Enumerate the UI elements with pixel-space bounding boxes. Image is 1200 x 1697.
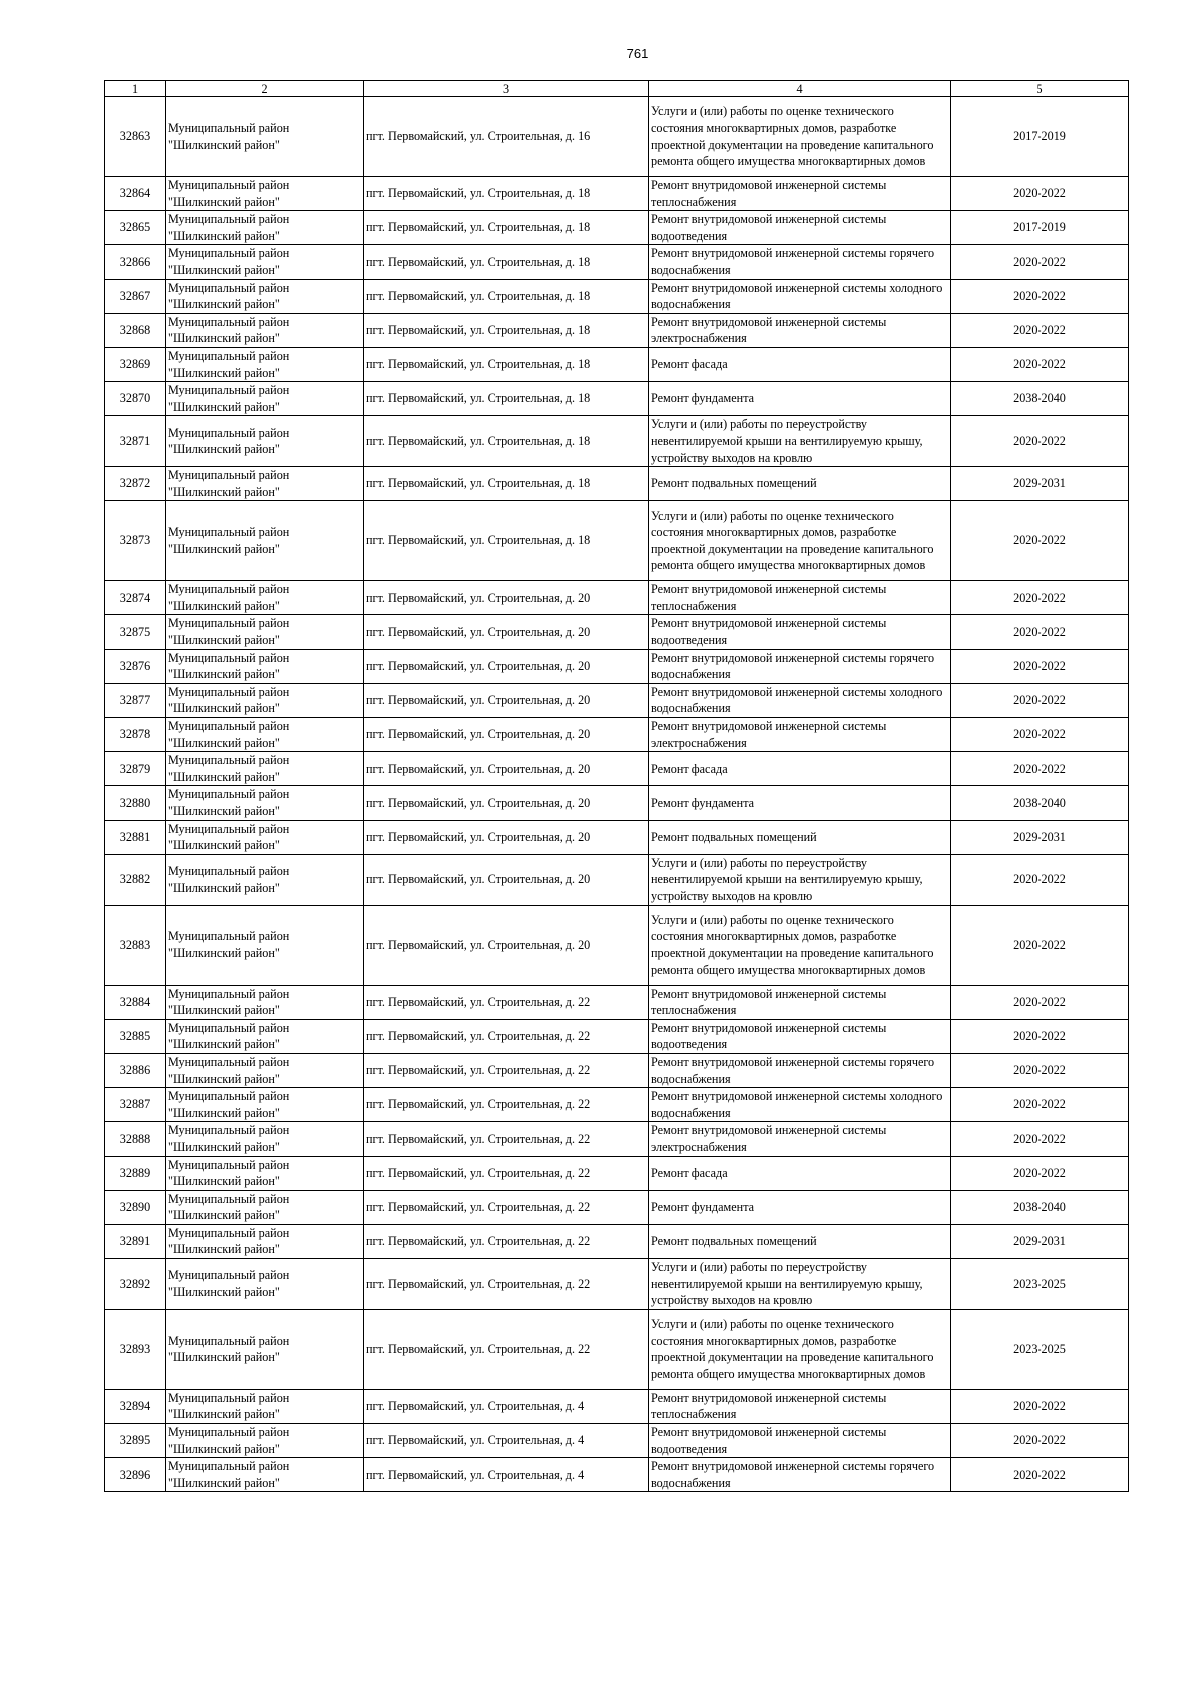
row-address: пгт. Первомайский, ул. Строительная, д. 4 bbox=[364, 1389, 649, 1423]
row-work-type: Ремонт фасада bbox=[649, 1156, 951, 1190]
row-id: 32893 bbox=[105, 1309, 166, 1389]
row-municipality: Муниципальный район "Шилкинский район" bbox=[166, 1389, 364, 1423]
table-row bbox=[105, 718, 1129, 752]
row-address: пгт. Первомайский, ул. Строительная, д. 4 bbox=[364, 1424, 649, 1458]
row-address: пгт. Первомайский, ул. Строительная, д. 18 bbox=[364, 416, 649, 467]
row-id: 32886 bbox=[105, 1053, 166, 1087]
row-municipality: Муниципальный район "Шилкинский район" bbox=[166, 752, 364, 786]
row-work-type: Ремонт внутридомовой инженерной системы холодного водоснабжения bbox=[649, 279, 951, 313]
row-address: пгт. Первомайский, ул. Строительная, д. 4 bbox=[364, 1458, 649, 1492]
row-period: 2020-2022 bbox=[951, 1053, 1129, 1087]
row-municipality: Муниципальный район "Шилкинский район" bbox=[166, 581, 364, 615]
table-row bbox=[105, 1053, 1129, 1087]
row-work-type: Ремонт подвальных помещений bbox=[649, 467, 951, 501]
row-municipality: Муниципальный район "Шилкинский район" bbox=[166, 1424, 364, 1458]
row-work-type: Ремонт внутридомовой инженерной системы водоотведения bbox=[649, 211, 951, 245]
row-id: 32882 bbox=[105, 854, 166, 905]
row-id: 32895 bbox=[105, 1424, 166, 1458]
row-municipality: Муниципальный район "Шилкинский район" bbox=[166, 985, 364, 1019]
row-id: 32891 bbox=[105, 1224, 166, 1258]
row-work-type: Услуги и (или) работы по оценке технического состояния многоквартирных домов, разработке проектной документации на проведение капитального ремонта общего имущества многоквартирных домов bbox=[649, 501, 951, 581]
row-id: 32887 bbox=[105, 1088, 166, 1122]
row-id: 32867 bbox=[105, 279, 166, 313]
row-period: 2029-2031 bbox=[951, 467, 1129, 501]
row-municipality: Муниципальный район "Шилкинский район" bbox=[166, 1458, 364, 1492]
table-row bbox=[105, 1259, 1129, 1310]
row-work-type: Ремонт внутридомовой инженерной системы электроснабжения bbox=[649, 313, 951, 347]
table-row bbox=[105, 1309, 1129, 1389]
row-period: 2020-2022 bbox=[951, 905, 1129, 985]
row-address: пгт. Первомайский, ул. Строительная, д. 22 bbox=[364, 1088, 649, 1122]
table-row bbox=[105, 786, 1129, 820]
column-number-4: 4 bbox=[649, 81, 951, 97]
row-municipality: Муниципальный район "Шилкинский район" bbox=[166, 1156, 364, 1190]
row-period: 2020-2022 bbox=[951, 581, 1129, 615]
row-id: 32880 bbox=[105, 786, 166, 820]
table-row bbox=[105, 1424, 1129, 1458]
row-period: 2020-2022 bbox=[951, 279, 1129, 313]
row-municipality: Муниципальный район "Шилкинский район" bbox=[166, 1053, 364, 1087]
table-row bbox=[105, 752, 1129, 786]
row-id: 32881 bbox=[105, 820, 166, 854]
table-row bbox=[105, 1458, 1129, 1492]
row-work-type: Ремонт внутридомовой инженерной системы теплоснабжения bbox=[649, 177, 951, 211]
row-address: пгт. Первомайский, ул. Строительная, д. 20 bbox=[364, 581, 649, 615]
row-address: пгт. Первомайский, ул. Строительная, д. 20 bbox=[364, 683, 649, 717]
table-row bbox=[105, 1224, 1129, 1258]
row-municipality: Муниципальный район "Шилкинский район" bbox=[166, 649, 364, 683]
column-number-2: 2 bbox=[166, 81, 364, 97]
table-row bbox=[105, 211, 1129, 245]
row-id: 32884 bbox=[105, 985, 166, 1019]
table-row bbox=[105, 1156, 1129, 1190]
row-work-type: Услуги и (или) работы по оценке технического состояния многоквартирных домов, разработке проектной документации на проведение капитального ремонта общего имущества многоквартирных домов bbox=[649, 905, 951, 985]
table-row bbox=[105, 581, 1129, 615]
row-address: пгт. Первомайский, ул. Строительная, д. 22 bbox=[364, 1122, 649, 1156]
row-work-type: Ремонт внутридомовой инженерной системы водоотведения bbox=[649, 1424, 951, 1458]
row-period: 2038-2040 bbox=[951, 382, 1129, 416]
row-period: 2020-2022 bbox=[951, 1389, 1129, 1423]
row-period: 2020-2022 bbox=[951, 1019, 1129, 1053]
row-period: 2029-2031 bbox=[951, 1224, 1129, 1258]
row-municipality: Муниципальный район "Шилкинский район" bbox=[166, 905, 364, 985]
table-row bbox=[105, 1389, 1129, 1423]
row-period: 2020-2022 bbox=[951, 177, 1129, 211]
row-municipality: Муниципальный район "Шилкинский район" bbox=[166, 347, 364, 381]
row-address: пгт. Первомайский, ул. Строительная, д. 18 bbox=[364, 313, 649, 347]
row-work-type: Ремонт внутридомовой инженерной системы электроснабжения bbox=[649, 718, 951, 752]
table-row bbox=[105, 313, 1129, 347]
table-row bbox=[105, 649, 1129, 683]
row-address: пгт. Первомайский, ул. Строительная, д. 22 bbox=[364, 1190, 649, 1224]
row-municipality: Муниципальный район "Шилкинский район" bbox=[166, 854, 364, 905]
row-id: 32885 bbox=[105, 1019, 166, 1053]
row-id: 32870 bbox=[105, 382, 166, 416]
row-id: 32896 bbox=[105, 1458, 166, 1492]
register-table bbox=[104, 80, 1129, 1492]
row-municipality: Муниципальный район "Шилкинский район" bbox=[166, 1259, 364, 1310]
row-period: 2020-2022 bbox=[951, 854, 1129, 905]
table-row bbox=[105, 820, 1129, 854]
row-period: 2029-2031 bbox=[951, 820, 1129, 854]
row-address: пгт. Первомайский, ул. Строительная, д. 20 bbox=[364, 718, 649, 752]
row-period: 2020-2022 bbox=[951, 245, 1129, 279]
row-id: 32869 bbox=[105, 347, 166, 381]
row-municipality: Муниципальный район "Шилкинский район" bbox=[166, 1224, 364, 1258]
row-address: пгт. Первомайский, ул. Строительная, д. 22 bbox=[364, 985, 649, 1019]
row-work-type: Услуги и (или) работы по переустройству невентилируемой крыши на вентилируемую крышу, устройству выходов на кровлю bbox=[649, 416, 951, 467]
row-id: 32879 bbox=[105, 752, 166, 786]
row-municipality: Муниципальный район "Шилкинский район" bbox=[166, 683, 364, 717]
row-address: пгт. Первомайский, ул. Строительная, д. 22 bbox=[364, 1224, 649, 1258]
row-work-type: Ремонт внутридомовой инженерной системы электроснабжения bbox=[649, 1122, 951, 1156]
register-table-body bbox=[105, 81, 1129, 1492]
row-work-type: Ремонт фундамента bbox=[649, 1190, 951, 1224]
row-id: 32877 bbox=[105, 683, 166, 717]
row-address: пгт. Первомайский, ул. Строительная, д. 20 bbox=[364, 854, 649, 905]
row-work-type: Ремонт подвальных помещений bbox=[649, 1224, 951, 1258]
table-row bbox=[105, 467, 1129, 501]
row-address: пгт. Первомайский, ул. Строительная, д. 16 bbox=[364, 97, 649, 177]
row-work-type: Ремонт фундамента bbox=[649, 382, 951, 416]
row-municipality: Муниципальный район "Шилкинский район" bbox=[166, 97, 364, 177]
row-work-type: Услуги и (или) работы по оценке технического состояния многоквартирных домов, разработке проектной документации на проведение капитального ремонта общего имущества многоквартирных домов bbox=[649, 1309, 951, 1389]
row-period: 2020-2022 bbox=[951, 313, 1129, 347]
row-work-type: Ремонт внутридомовой инженерной системы теплоснабжения bbox=[649, 1389, 951, 1423]
column-number-5: 5 bbox=[951, 81, 1129, 97]
row-municipality: Муниципальный район "Шилкинский район" bbox=[166, 279, 364, 313]
row-address: пгт. Первомайский, ул. Строительная, д. 22 bbox=[364, 1019, 649, 1053]
row-period: 2023-2025 bbox=[951, 1309, 1129, 1389]
row-address: пгт. Первомайский, ул. Строительная, д. 18 bbox=[364, 382, 649, 416]
row-period: 2020-2022 bbox=[951, 1156, 1129, 1190]
row-municipality: Муниципальный район "Шилкинский район" bbox=[166, 1309, 364, 1389]
row-id: 32883 bbox=[105, 905, 166, 985]
row-period: 2020-2022 bbox=[951, 649, 1129, 683]
row-work-type: Ремонт подвальных помещений bbox=[649, 820, 951, 854]
row-id: 32864 bbox=[105, 177, 166, 211]
row-id: 32871 bbox=[105, 416, 166, 467]
column-number-3: 3 bbox=[364, 81, 649, 97]
row-work-type: Ремонт внутридомовой инженерной системы водоотведения bbox=[649, 1019, 951, 1053]
row-address: пгт. Первомайский, ул. Строительная, д. 18 bbox=[364, 279, 649, 313]
row-work-type: Ремонт внутридомовой инженерной системы горячего водоснабжения bbox=[649, 1458, 951, 1492]
row-period: 2020-2022 bbox=[951, 1088, 1129, 1122]
row-municipality: Муниципальный район "Шилкинский район" bbox=[166, 313, 364, 347]
row-municipality: Муниципальный район "Шилкинский район" bbox=[166, 1190, 364, 1224]
row-id: 32873 bbox=[105, 501, 166, 581]
row-municipality: Муниципальный район "Шилкинский район" bbox=[166, 718, 364, 752]
row-period: 2023-2025 bbox=[951, 1259, 1129, 1310]
row-work-type: Ремонт фасада bbox=[649, 347, 951, 381]
row-period: 2017-2019 bbox=[951, 211, 1129, 245]
row-period: 2020-2022 bbox=[951, 1122, 1129, 1156]
row-id: 32863 bbox=[105, 97, 166, 177]
row-address: пгт. Первомайский, ул. Строительная, д. 22 bbox=[364, 1053, 649, 1087]
row-id: 32878 bbox=[105, 718, 166, 752]
table-row bbox=[105, 1019, 1129, 1053]
table-row bbox=[105, 985, 1129, 1019]
row-id: 32866 bbox=[105, 245, 166, 279]
row-address: пгт. Первомайский, ул. Строительная, д. 20 bbox=[364, 752, 649, 786]
row-address: пгт. Первомайский, ул. Строительная, д. 20 bbox=[364, 649, 649, 683]
row-period: 2017-2019 bbox=[951, 97, 1129, 177]
row-work-type: Услуги и (или) работы по оценке технического состояния многоквартирных домов, разработке проектной документации на проведение капитального ремонта общего имущества многоквартирных домов bbox=[649, 97, 951, 177]
row-work-type: Услуги и (или) работы по переустройству невентилируемой крыши на вентилируемую крышу, устройству выходов на кровлю bbox=[649, 1259, 951, 1310]
row-municipality: Муниципальный район "Шилкинский район" bbox=[166, 211, 364, 245]
column-numbers-row bbox=[105, 81, 1129, 97]
table-row bbox=[105, 97, 1129, 177]
table-row bbox=[105, 1122, 1129, 1156]
row-period: 2020-2022 bbox=[951, 416, 1129, 467]
row-municipality: Муниципальный район "Шилкинский район" bbox=[166, 501, 364, 581]
row-municipality: Муниципальный район "Шилкинский район" bbox=[166, 1122, 364, 1156]
row-address: пгт. Первомайский, ул. Строительная, д. 18 bbox=[364, 467, 649, 501]
row-work-type: Ремонт внутридомовой инженерной системы горячего водоснабжения bbox=[649, 1053, 951, 1087]
row-period: 2020-2022 bbox=[951, 615, 1129, 649]
row-period: 2020-2022 bbox=[951, 752, 1129, 786]
row-address: пгт. Первомайский, ул. Строительная, д. 18 bbox=[364, 347, 649, 381]
row-address: пгт. Первомайский, ул. Строительная, д. 22 bbox=[364, 1156, 649, 1190]
row-address: пгт. Первомайский, ул. Строительная, д. 22 bbox=[364, 1309, 649, 1389]
row-municipality: Муниципальный район "Шилкинский район" bbox=[166, 467, 364, 501]
table-row bbox=[105, 245, 1129, 279]
row-municipality: Муниципальный район "Шилкинский район" bbox=[166, 245, 364, 279]
table-row bbox=[105, 382, 1129, 416]
row-municipality: Муниципальный район "Шилкинский район" bbox=[166, 177, 364, 211]
row-address: пгт. Первомайский, ул. Строительная, д. 20 bbox=[364, 615, 649, 649]
row-address: пгт. Первомайский, ул. Строительная, д. 20 bbox=[364, 905, 649, 985]
row-id: 32889 bbox=[105, 1156, 166, 1190]
table-row bbox=[105, 416, 1129, 467]
column-number-1: 1 bbox=[105, 81, 166, 97]
row-work-type: Ремонт фасада bbox=[649, 752, 951, 786]
row-id: 32875 bbox=[105, 615, 166, 649]
row-municipality: Муниципальный район "Шилкинский район" bbox=[166, 615, 364, 649]
table-row bbox=[105, 683, 1129, 717]
row-id: 32874 bbox=[105, 581, 166, 615]
row-period: 2020-2022 bbox=[951, 1424, 1129, 1458]
table-row bbox=[105, 905, 1129, 985]
row-municipality: Муниципальный район "Шилкинский район" bbox=[166, 820, 364, 854]
row-address: пгт. Первомайский, ул. Строительная, д. 18 bbox=[364, 501, 649, 581]
row-id: 32888 bbox=[105, 1122, 166, 1156]
table-row bbox=[105, 347, 1129, 381]
row-work-type: Ремонт внутридомовой инженерной системы теплоснабжения bbox=[649, 985, 951, 1019]
row-municipality: Муниципальный район "Шилкинский район" bbox=[166, 382, 364, 416]
row-address: пгт. Первомайский, ул. Строительная, д. 18 bbox=[364, 245, 649, 279]
row-period: 2038-2040 bbox=[951, 786, 1129, 820]
table-row bbox=[105, 177, 1129, 211]
row-municipality: Муниципальный район "Шилкинский район" bbox=[166, 786, 364, 820]
table-row bbox=[105, 854, 1129, 905]
row-period: 2020-2022 bbox=[951, 683, 1129, 717]
row-id: 32868 bbox=[105, 313, 166, 347]
row-work-type: Ремонт фундамента bbox=[649, 786, 951, 820]
row-work-type: Ремонт внутридомовой инженерной системы водоотведения bbox=[649, 615, 951, 649]
row-address: пгт. Первомайский, ул. Строительная, д. 18 bbox=[364, 211, 649, 245]
row-period: 2020-2022 bbox=[951, 501, 1129, 581]
table-row bbox=[105, 615, 1129, 649]
row-id: 32872 bbox=[105, 467, 166, 501]
page-number: 761 bbox=[626, 46, 649, 61]
row-work-type: Ремонт внутридомовой инженерной системы горячего водоснабжения bbox=[649, 649, 951, 683]
row-address: пгт. Первомайский, ул. Строительная, д. 18 bbox=[364, 177, 649, 211]
row-work-type: Ремонт внутридомовой инженерной системы горячего водоснабжения bbox=[649, 245, 951, 279]
row-id: 32894 bbox=[105, 1389, 166, 1423]
row-period: 2020-2022 bbox=[951, 1458, 1129, 1492]
row-work-type: Ремонт внутридомовой инженерной системы теплоснабжения bbox=[649, 581, 951, 615]
table-row bbox=[105, 1088, 1129, 1122]
table-row bbox=[105, 1190, 1129, 1224]
row-municipality: Муниципальный район "Шилкинский район" bbox=[166, 1088, 364, 1122]
row-municipality: Муниципальный район "Шилкинский район" bbox=[166, 1019, 364, 1053]
row-period: 2020-2022 bbox=[951, 347, 1129, 381]
row-work-type: Ремонт внутридомовой инженерной системы холодного водоснабжения bbox=[649, 683, 951, 717]
row-period: 2038-2040 bbox=[951, 1190, 1129, 1224]
row-period: 2020-2022 bbox=[951, 718, 1129, 752]
row-address: пгт. Первомайский, ул. Строительная, д. 20 bbox=[364, 820, 649, 854]
table-row bbox=[105, 501, 1129, 581]
row-id: 32890 bbox=[105, 1190, 166, 1224]
table-row bbox=[105, 279, 1129, 313]
row-id: 32876 bbox=[105, 649, 166, 683]
row-address: пгт. Первомайский, ул. Строительная, д. 22 bbox=[364, 1259, 649, 1310]
row-work-type: Услуги и (или) работы по переустройству невентилируемой крыши на вентилируемую крышу, устройству выходов на кровлю bbox=[649, 854, 951, 905]
row-id: 32892 bbox=[105, 1259, 166, 1310]
row-address: пгт. Первомайский, ул. Строительная, д. 20 bbox=[364, 786, 649, 820]
row-municipality: Муниципальный район "Шилкинский район" bbox=[166, 416, 364, 467]
row-work-type: Ремонт внутридомовой инженерной системы холодного водоснабжения bbox=[649, 1088, 951, 1122]
row-id: 32865 bbox=[105, 211, 166, 245]
row-period: 2020-2022 bbox=[951, 985, 1129, 1019]
